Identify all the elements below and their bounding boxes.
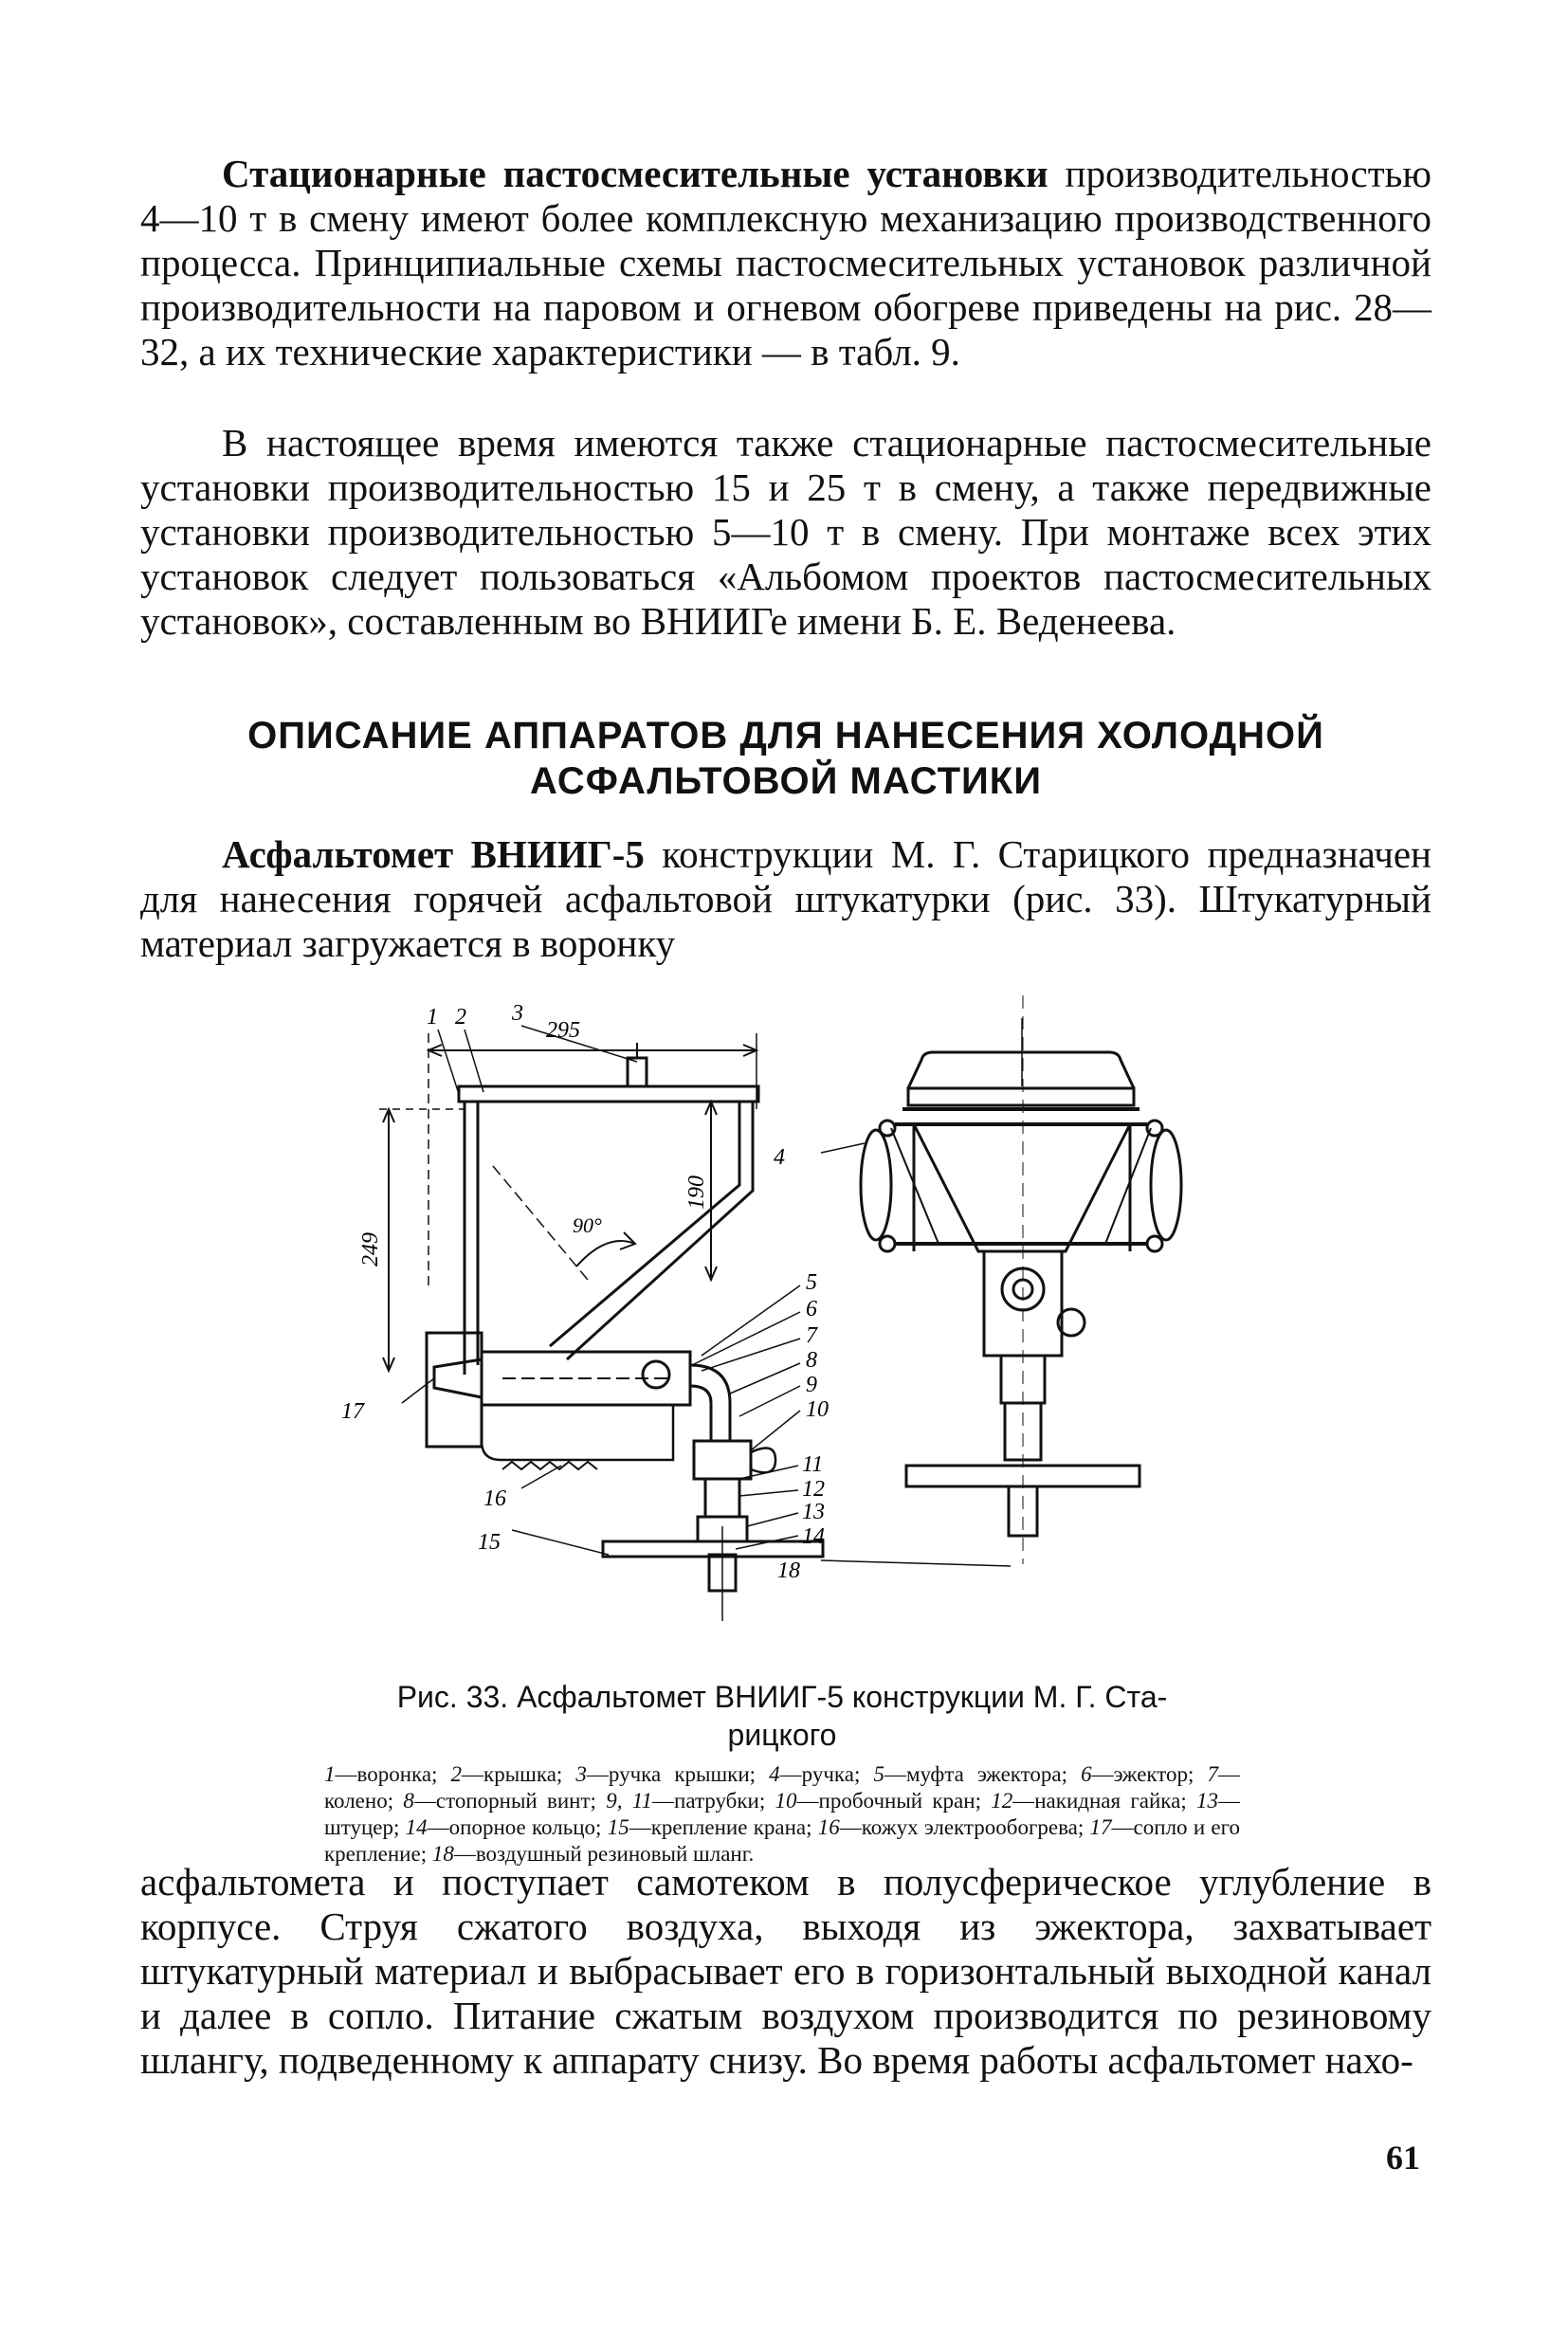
legend-number: 6	[1081, 1762, 1092, 1786]
legend-text: —ручка крышки;	[586, 1762, 770, 1786]
paragraph-4-text: асфальтомета и поступает самотеком в полусферическое углубление в корпусе. Струя сжатого воздуха, выходя из эжектора, захватывает штукатурный материал и выбрасывает его в горизонтальный выходной канал и далее в сопло. Питание сжатым воздухом производится по резиновому шлангу, подведенному к аппарату снизу. Во время работы асфальтомет нахо-	[140, 1860, 1431, 2082]
dimension-190: 190	[684, 1176, 709, 1210]
dimension-295: 295	[546, 1018, 580, 1043]
label-6: 6	[806, 1297, 817, 1321]
paragraph-2-text: В настоящее время имеются также стационарные пастосмесительные установки производительностью 15 и 25 т в смену, а также передвижные установки производительностью 5—10 т в смену. При монтаже всех этих установок следует пользоваться «Альбомом проектов пастосмесительных установок», составленным во ВНИИГе имени Б. Е. Веденеева.	[140, 421, 1431, 643]
legend-text: —патрубки;	[652, 1789, 775, 1813]
label-15: 15	[478, 1530, 501, 1555]
legend-number: 16	[817, 1815, 840, 1839]
label-5: 5	[806, 1270, 817, 1295]
legend-text: —опорное кольцо;	[427, 1815, 608, 1839]
label-7: 7	[806, 1323, 817, 1348]
paragraph-4	[140, 1860, 1431, 2083]
legend-number: 2	[450, 1762, 463, 1786]
legend-number: 12	[991, 1789, 1013, 1813]
legend-text: —муфта эжектора;	[884, 1762, 1082, 1786]
legend-text: —ручка;	[779, 1762, 874, 1786]
figure-caption-line-2: рицкого	[727, 1718, 837, 1752]
side-view	[379, 1033, 823, 1621]
legend-text: —кожух электрообогрева;	[839, 1815, 1090, 1839]
legend-number: 18	[431, 1842, 454, 1866]
page-number: 61	[1386, 2139, 1420, 2177]
legend-text: —крепление крана;	[629, 1815, 818, 1839]
legend-text: —воздушный резиновый шланг.	[453, 1842, 755, 1866]
legend-number: 8	[403, 1789, 414, 1813]
legend-text: —воронка;	[335, 1762, 451, 1786]
figure-legend	[324, 1761, 1240, 1868]
legend-number: 14	[405, 1815, 428, 1839]
label-14: 14	[802, 1524, 825, 1549]
paragraph-1-text: производительностью 4—10 т в смену имеют более комплексную механизацию производственного процесса. Принципиальные схемы пастосмесительных установок различной производительности на паровом и огневом обогреве приведены на рис. 28—32, а их технические характеристики — в табл. 9.	[140, 152, 1431, 374]
figure-caption	[313, 1678, 1251, 1754]
legend-number: 7	[1207, 1762, 1219, 1786]
label-11: 11	[802, 1452, 824, 1477]
section-heading-line-1: ОПИСАНИЕ АППАРАТОВ ДЛЯ НАНЕСЕНИЯ ХОЛОДНОЙ	[247, 715, 1324, 756]
legend-number: 13	[1196, 1789, 1218, 1813]
label-10: 10	[806, 1397, 829, 1422]
label-4: 4	[774, 1145, 785, 1170]
legend-number: 4	[769, 1762, 780, 1786]
front-view	[861, 995, 1181, 1564]
label-16: 16	[483, 1486, 506, 1511]
section-heading	[140, 713, 1431, 804]
paragraph-1-lead: Стационарные пастосмесительные установки	[222, 152, 1048, 195]
legend-number: 5	[873, 1762, 884, 1786]
legend-number: 10	[775, 1789, 797, 1813]
figure-caption-line-1: Рис. 33. Асфальтомет ВНИИГ-5 конструкции М. Г. Ста-	[396, 1680, 1168, 1714]
legend-number: 9, 11	[606, 1789, 653, 1813]
legend-number: 3	[575, 1762, 587, 1786]
paragraph-3	[140, 832, 1431, 966]
label-13: 13	[802, 1500, 825, 1524]
legend-text: —сопло и его крепление;	[324, 1815, 1240, 1866]
legend-text: —пробочный кран;	[796, 1789, 992, 1813]
legend-number: 17	[1089, 1815, 1112, 1839]
legend-text: —накидная гайка;	[1012, 1789, 1196, 1813]
dimension-angle: 90°	[573, 1213, 602, 1237]
paragraph-1	[140, 152, 1431, 374]
label-3: 3	[512, 1001, 523, 1026]
label-2: 2	[455, 1005, 466, 1030]
figure-drawing	[322, 995, 1251, 1640]
legend-text: —крышка;	[462, 1762, 576, 1786]
paragraph-3-lead: Асфальтомет ВНИИГ-5	[222, 832, 645, 876]
paragraph-3-text: конструкции М. Г. Старицкого предназначен для нанесения горячей асфальтовой штукатурки (рис. 33). Штукатурный материал загружается в воронку	[140, 832, 1431, 965]
label-17: 17	[341, 1399, 364, 1424]
legend-text: —эжектор;	[1091, 1762, 1208, 1786]
label-8: 8	[806, 1348, 817, 1373]
legend-number: 1	[324, 1762, 336, 1786]
label-1: 1	[427, 1005, 438, 1030]
section-heading-line-2: АСФАЛЬТОВОЙ МАСТИКИ	[530, 760, 1042, 802]
label-9: 9	[806, 1373, 817, 1397]
legend-text: —штуцер;	[324, 1789, 1240, 1839]
legend-text: —колено;	[324, 1762, 1241, 1813]
legend-number: 15	[607, 1815, 629, 1839]
paragraph-2	[140, 421, 1431, 644]
dimension-249: 249	[358, 1232, 383, 1267]
label-12: 12	[802, 1477, 825, 1502]
label-18: 18	[777, 1558, 800, 1583]
legend-text: —стопорный винт;	[413, 1789, 607, 1813]
